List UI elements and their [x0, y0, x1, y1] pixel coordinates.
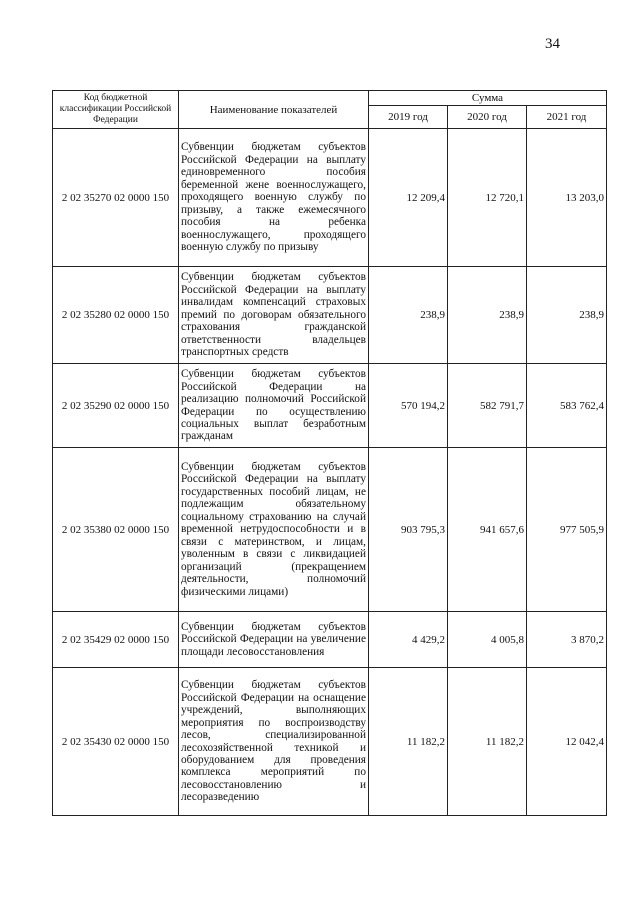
row-value-2021: 13 203,0	[527, 129, 607, 267]
row-value-2020: 11 182,2	[448, 668, 527, 816]
row-name: Субвенции бюджетам субъектов Российской Федерации на оснащение учреждений, выполняющих мероприятия по воспроизводству лесов, специализированной лесохозяйственной техникой и оборудованием для проведения комплекса мероприятий по лесовосстановлению и лесоразведению	[179, 668, 369, 816]
row-value-2019: 238,9	[369, 267, 448, 364]
row-code: 2 02 35280 02 0000 150	[53, 267, 179, 364]
row-value-2021: 977 505,9	[527, 448, 607, 612]
row-value-2020: 582 791,7	[448, 364, 527, 448]
row-value-2019: 12 209,4	[369, 129, 448, 267]
row-code: 2 02 35270 02 0000 150	[53, 129, 179, 267]
row-code: 2 02 35380 02 0000 150	[53, 448, 179, 612]
row-value-2021: 3 870,2	[527, 612, 607, 668]
row-value-2020: 238,9	[448, 267, 527, 364]
row-value-2019: 570 194,2	[369, 364, 448, 448]
page-number: 34	[545, 36, 560, 52]
row-name: Субвенции бюджетам субъектов Российской Федерации на выплату инвалидам компенсаций страховых премий по договорам обязательного страхования гражданской ответственности владельцев транспортных средств	[179, 267, 369, 364]
row-value-2019: 4 429,2	[369, 612, 448, 668]
row-value-2021: 238,9	[527, 267, 607, 364]
header-name: Наименование показателей	[179, 91, 369, 129]
header-row	[53, 91, 607, 106]
header-year-2019: 2019 год	[369, 106, 448, 129]
row-name: Субвенции бюджетам субъектов Российской Федерации на выплату государственных пособий лицам, не подлежащим обязательному социальному страхованию на случай временной нетрудоспособности и в связи с материнством, и лицам, уволенным в связи с ликвидацией организаций (прекращением деятельности, полномочий физическими лицами)	[179, 448, 369, 612]
row-code: 2 02 35430 02 0000 150	[53, 668, 179, 816]
table-row	[53, 129, 607, 267]
row-value-2021: 583 762,4	[527, 364, 607, 448]
row-value-2019: 903 795,3	[369, 448, 448, 612]
table-row	[53, 448, 607, 612]
row-code: 2 02 35290 02 0000 150	[53, 364, 179, 448]
table-row	[53, 668, 607, 816]
header-year-2021: 2021 год	[527, 106, 607, 129]
table-row	[53, 364, 607, 448]
row-name: Субвенции бюджетам субъектов Российской Федерации на увеличение площади лесовосстановления	[179, 612, 369, 668]
row-name: Субвенции бюджетам субъектов Российской Федерации на реализацию полномочий Российской Федерации по осуществлению социальных выплат безработным гражданам	[179, 364, 369, 448]
budget-table	[52, 90, 607, 816]
row-name: Субвенции бюджетам субъектов Российской Федерации на выплату единовременного пособия беременной жене военнослужащего, проходящего военную службу по призыву, а также ежемесячного пособия на ребенка военнослужащего, проходящего военную службу по призыву	[179, 129, 369, 267]
header-code: Код бюджетной классификации Российской Федерации	[53, 91, 179, 129]
row-value-2019: 11 182,2	[369, 668, 448, 816]
row-code: 2 02 35429 02 0000 150	[53, 612, 179, 668]
table-row	[53, 612, 607, 668]
row-value-2020: 941 657,6	[448, 448, 527, 612]
row-value-2020: 4 005,8	[448, 612, 527, 668]
header-year-2020: 2020 год	[448, 106, 527, 129]
row-value-2021: 12 042,4	[527, 668, 607, 816]
table-row	[53, 267, 607, 364]
row-value-2020: 12 720,1	[448, 129, 527, 267]
header-sum: Сумма	[369, 91, 607, 106]
